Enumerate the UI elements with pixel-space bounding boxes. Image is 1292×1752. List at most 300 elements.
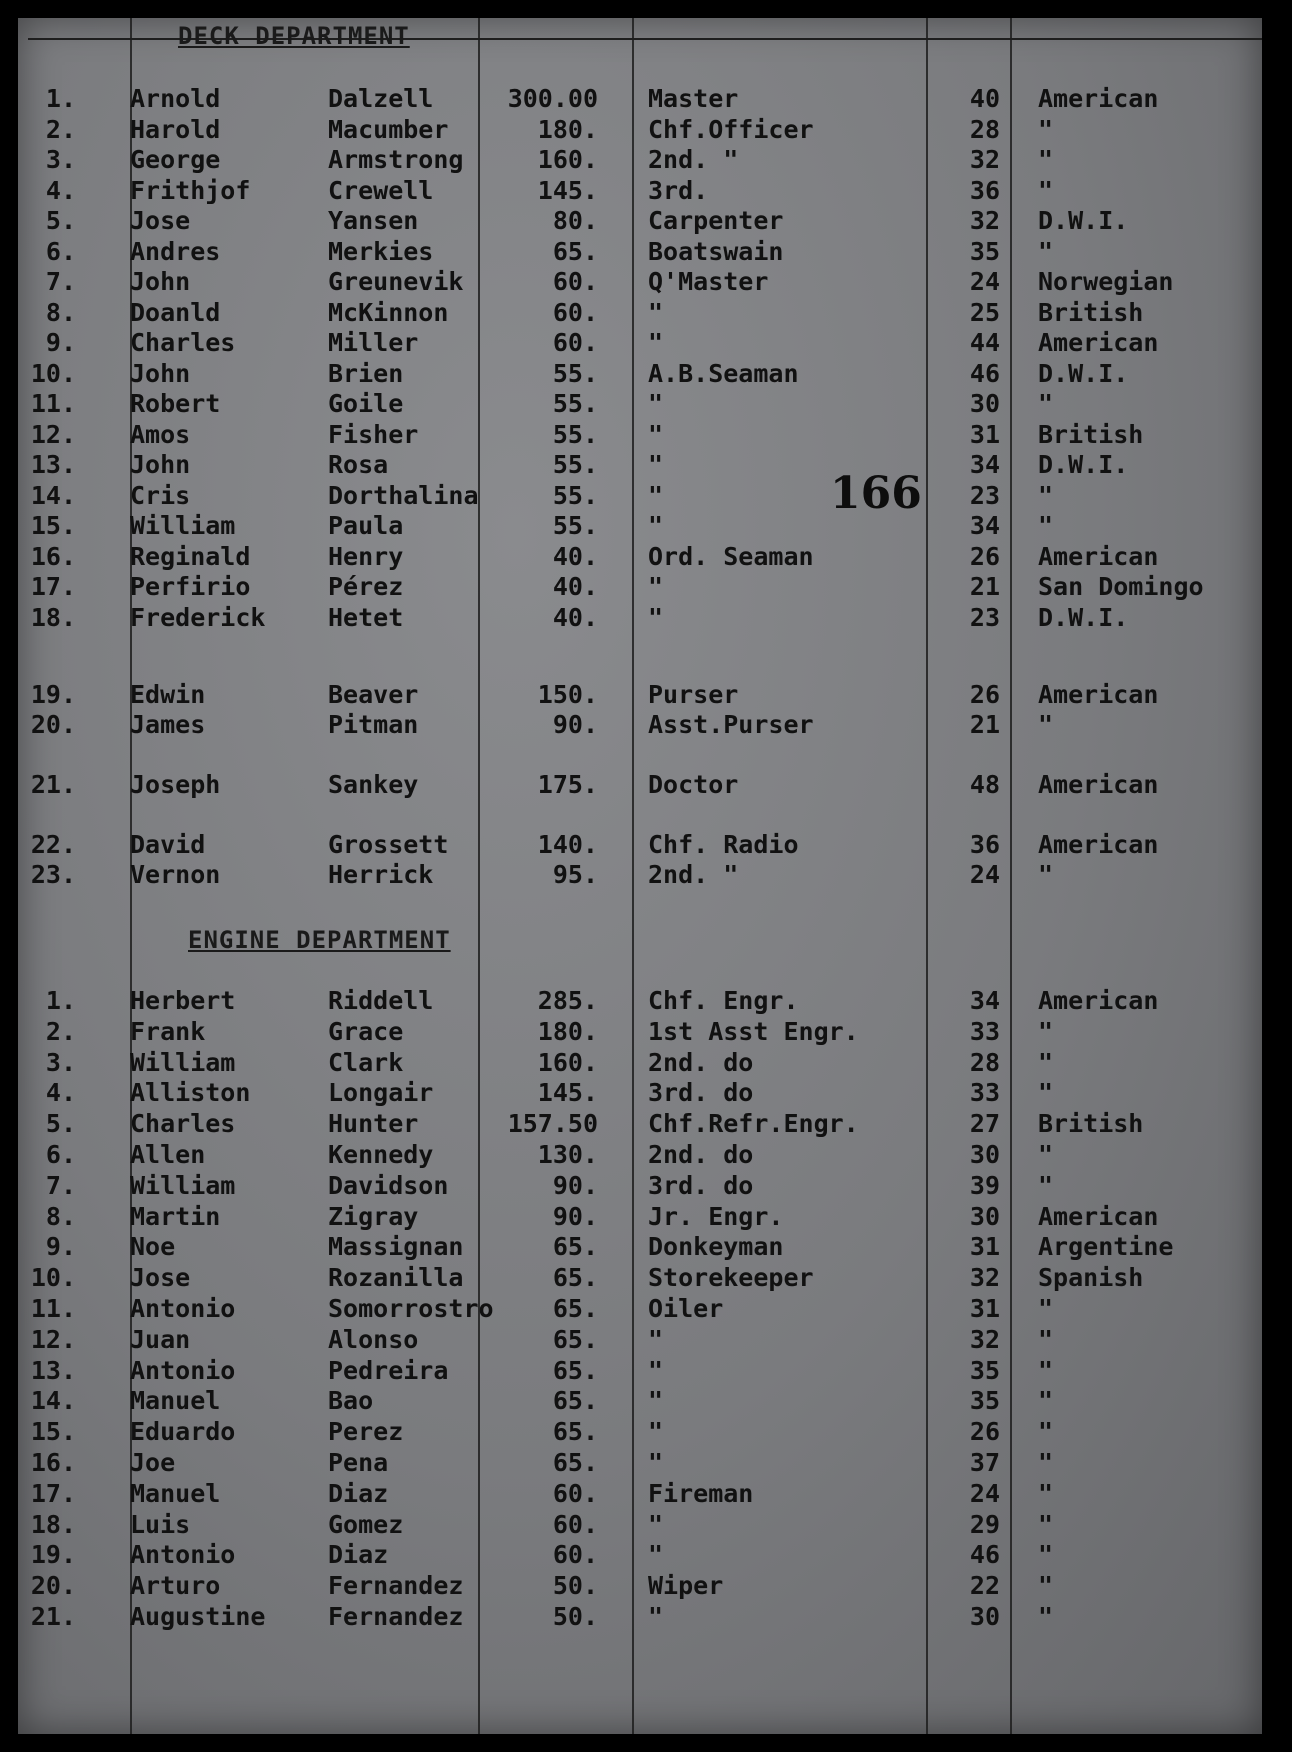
nationality: " <box>1038 1170 1054 1200</box>
rank: " <box>648 450 664 479</box>
last-name: Perez <box>328 1417 404 1447</box>
age: 40 <box>969 84 1000 113</box>
nationality: " <box>1038 1294 1054 1323</box>
age: 23 <box>969 602 1000 632</box>
row-number: 14. <box>30 480 76 510</box>
first-name: William <box>130 511 236 540</box>
first-name: Arnold <box>130 84 221 113</box>
rank: Carpenter <box>648 206 784 235</box>
last-name: Gomez <box>328 1509 404 1539</box>
nationality: British <box>1038 297 1144 327</box>
row-number: 17. <box>30 572 76 601</box>
age: 39 <box>969 1170 1000 1200</box>
age: 27 <box>969 1109 1000 1139</box>
age: 46 <box>969 358 1000 388</box>
nationality: " <box>1038 1140 1054 1169</box>
crew-row <box>18 1510 1262 1540</box>
row-number: 4. <box>45 1078 76 1108</box>
last-name: Somorrostro <box>328 1294 494 1323</box>
monthly-pay: 65. <box>552 1232 598 1262</box>
nationality: " <box>1038 1386 1054 1416</box>
first-name: Reginald <box>130 541 251 571</box>
crew-row <box>18 481 1262 511</box>
age: 34 <box>969 511 1000 540</box>
first-name: Charles <box>130 1109 236 1139</box>
monthly-pay: 90. <box>552 1201 598 1231</box>
first-name: Frithjof <box>130 175 251 205</box>
rank: " <box>648 1448 664 1477</box>
monthly-pay: 140. <box>537 830 598 859</box>
last-name: Crewell <box>328 175 434 205</box>
last-name: Macumber <box>328 114 449 144</box>
monthly-pay: 40. <box>552 541 598 571</box>
nationality: " <box>1038 389 1054 418</box>
age: 28 <box>969 1047 1000 1077</box>
age: 37 <box>969 1448 1000 1477</box>
row-number: 5. <box>45 206 76 235</box>
nationality: American <box>1038 986 1159 1015</box>
row-number: 6. <box>45 236 76 266</box>
monthly-pay: 60. <box>552 297 598 327</box>
rank: " <box>648 1602 664 1631</box>
crew-row <box>18 1356 1262 1386</box>
first-name: Manuel <box>130 1386 221 1416</box>
crew-row <box>18 389 1262 419</box>
monthly-pay: 160. <box>537 1047 598 1077</box>
nationality: American <box>1038 770 1159 799</box>
nationality: San Domingo <box>1038 572 1204 601</box>
age: 24 <box>969 267 1000 296</box>
rank: " <box>648 1509 664 1539</box>
last-name: Greunevik <box>328 267 464 296</box>
age: 25 <box>969 297 1000 327</box>
rank: Ord. Seaman <box>648 541 814 571</box>
first-name: Doanld <box>130 297 221 327</box>
nationality: " <box>1038 175 1054 205</box>
crew-row <box>18 860 1262 890</box>
crew-row <box>18 680 1262 710</box>
last-name: Herrick <box>328 860 434 889</box>
row-number: 9. <box>45 1232 76 1262</box>
monthly-pay: 60. <box>552 1478 598 1508</box>
last-name: Kennedy <box>328 1140 434 1169</box>
nationality: " <box>1038 114 1054 144</box>
crew-row <box>18 145 1262 175</box>
row-number: 21. <box>30 1602 76 1631</box>
first-name: William <box>130 1170 236 1200</box>
monthly-pay: 80. <box>552 206 598 235</box>
last-name: Beaver <box>328 680 419 709</box>
row-number: 23. <box>30 860 76 889</box>
nationality: Argentine <box>1038 1232 1174 1262</box>
nationality: American <box>1038 1201 1159 1231</box>
nationality: " <box>1038 710 1054 739</box>
age: 33 <box>969 1016 1000 1046</box>
rank: Jr. Engr. <box>648 1201 784 1231</box>
monthly-pay: 65. <box>552 1448 598 1477</box>
monthly-pay: 130. <box>537 1140 598 1169</box>
last-name: Pitman <box>328 710 419 739</box>
rank: Fireman <box>648 1478 754 1508</box>
rank: " <box>648 389 664 418</box>
last-name: Paula <box>328 511 404 540</box>
nationality: " <box>1038 511 1054 540</box>
nationality: " <box>1038 1509 1054 1539</box>
rank: " <box>648 297 664 327</box>
age: 26 <box>969 1417 1000 1447</box>
nationality: American <box>1038 541 1159 571</box>
monthly-pay: 180. <box>537 114 598 144</box>
engine-department-title: ENGINE DEPARTMENT <box>188 926 451 954</box>
monthly-pay: 285. <box>537 986 598 1015</box>
row-number: 11. <box>30 389 76 418</box>
nationality: " <box>1038 1478 1054 1508</box>
row-number: 22. <box>30 830 76 859</box>
last-name: Armstrong <box>328 145 464 174</box>
first-name: John <box>130 358 191 388</box>
rank: Storekeeper <box>648 1263 814 1293</box>
monthly-pay: 145. <box>537 175 598 205</box>
rank: 1st Asst Engr. <box>648 1016 859 1046</box>
row-number: 7. <box>45 267 76 296</box>
rank: 2nd. " <box>648 145 739 174</box>
first-name: Augustine <box>130 1602 266 1631</box>
crew-row <box>18 511 1262 541</box>
nationality: " <box>1038 1047 1054 1077</box>
row-number: 1. <box>45 84 76 113</box>
first-name: William <box>130 1047 236 1077</box>
first-name: Cris <box>130 480 191 510</box>
age: 28 <box>969 114 1000 144</box>
age: 32 <box>969 1324 1000 1354</box>
age: 35 <box>969 1386 1000 1416</box>
last-name: Brien <box>328 358 404 388</box>
first-name: David <box>130 830 206 859</box>
row-number: 7. <box>45 1170 76 1200</box>
age: 31 <box>969 1294 1000 1323</box>
rank: 2nd. " <box>648 860 739 889</box>
last-name: Henry <box>328 541 404 571</box>
nationality: " <box>1038 1016 1054 1046</box>
last-name: Pena <box>328 1448 389 1477</box>
row-number: 19. <box>30 1540 76 1570</box>
nationality: " <box>1038 1417 1054 1447</box>
crew-row <box>18 237 1262 267</box>
first-name: Joseph <box>130 770 221 799</box>
crew-row <box>18 572 1262 602</box>
crew-row <box>18 986 1262 1016</box>
crew-row <box>18 1448 1262 1478</box>
first-name: James <box>130 710 206 739</box>
rank: Chf.Officer <box>648 114 814 144</box>
first-name: Eduardo <box>130 1417 236 1447</box>
monthly-pay: 160. <box>537 145 598 174</box>
rank: 3rd. do <box>648 1078 754 1108</box>
age: 36 <box>969 175 1000 205</box>
first-name: Antonio <box>130 1294 236 1323</box>
rank: Donkeyman <box>648 1232 784 1262</box>
crew-row <box>18 830 1262 860</box>
rank: " <box>648 511 664 540</box>
crew-row <box>18 1048 1262 1078</box>
last-name: Hetet <box>328 602 404 632</box>
rank: 3rd. <box>648 175 709 205</box>
crew-row <box>18 1386 1262 1416</box>
nationality: American <box>1038 680 1159 709</box>
monthly-pay: 175. <box>537 770 598 799</box>
rank: " <box>648 1540 664 1570</box>
last-name: Goile <box>328 389 404 418</box>
crew-row <box>18 328 1262 358</box>
monthly-pay: 95. <box>552 860 598 889</box>
monthly-pay: 65. <box>552 1294 598 1323</box>
nationality: D.W.I. <box>1038 450 1129 479</box>
crew-row <box>18 1017 1262 1047</box>
rank: 2nd. do <box>648 1140 754 1169</box>
first-name: Charles <box>130 328 236 357</box>
age: 46 <box>969 1540 1000 1570</box>
row-number: 3. <box>45 1047 76 1077</box>
row-number: 4. <box>45 175 76 205</box>
nationality: D.W.I. <box>1038 358 1129 388</box>
first-name: Jose <box>130 1263 191 1293</box>
row-number: 11. <box>30 1294 76 1323</box>
row-number: 10. <box>30 358 76 388</box>
last-name: Massignan <box>328 1232 464 1262</box>
last-name: Bao <box>328 1386 374 1416</box>
nationality: " <box>1038 480 1054 510</box>
monthly-pay: 50. <box>552 1602 598 1631</box>
age: 35 <box>969 1355 1000 1385</box>
monthly-pay: 65. <box>552 1417 598 1447</box>
rank: " <box>648 328 664 357</box>
row-number: 5. <box>45 1109 76 1139</box>
monthly-pay: 55. <box>552 389 598 418</box>
row-number: 21. <box>30 770 76 799</box>
rank: " <box>648 1324 664 1354</box>
nationality: " <box>1038 1540 1054 1570</box>
row-number: 20. <box>30 710 76 739</box>
crew-row <box>18 1294 1262 1324</box>
rank: Chf.Refr.Engr. <box>648 1109 859 1139</box>
monthly-pay: 65. <box>552 1324 598 1354</box>
rank: A.B.Seaman <box>648 358 799 388</box>
last-name: Pérez <box>328 572 404 601</box>
first-name: George <box>130 145 221 174</box>
age: 30 <box>969 1140 1000 1169</box>
age: 32 <box>969 145 1000 174</box>
stamped-page-number: 166 <box>830 468 922 519</box>
row-number: 2. <box>45 1016 76 1046</box>
crew-row <box>18 206 1262 236</box>
monthly-pay: 65. <box>552 1386 598 1416</box>
row-number: 13. <box>30 450 76 479</box>
last-name: Diaz <box>328 1478 389 1508</box>
age: 24 <box>969 1478 1000 1508</box>
rank: Chf. Radio <box>648 830 799 859</box>
last-name: Fernandez <box>328 1571 464 1601</box>
crew-row <box>18 770 1262 800</box>
rank: " <box>648 480 664 510</box>
first-name: Martin <box>130 1201 221 1231</box>
monthly-pay: 60. <box>552 1509 598 1539</box>
first-name: Edwin <box>130 680 206 709</box>
nationality: " <box>1038 1571 1054 1601</box>
rank: Wiper <box>648 1571 724 1601</box>
age: 24 <box>969 860 1000 889</box>
nationality: British <box>1038 419 1144 449</box>
rank: 2nd. do <box>648 1047 754 1077</box>
age: 21 <box>969 710 1000 739</box>
crew-row <box>18 115 1262 145</box>
age: 26 <box>969 680 1000 709</box>
first-name: Luis <box>130 1509 191 1539</box>
last-name: Rozanilla <box>328 1263 464 1293</box>
monthly-pay: 90. <box>552 1170 598 1200</box>
age: 31 <box>969 419 1000 449</box>
last-name: Pedreira <box>328 1355 449 1385</box>
crew-row <box>18 1540 1262 1570</box>
age: 30 <box>969 1602 1000 1631</box>
monthly-pay: 60. <box>552 328 598 357</box>
rank: " <box>648 1355 664 1385</box>
crew-row <box>18 1109 1262 1139</box>
age: 22 <box>969 1571 1000 1601</box>
monthly-pay: 90. <box>552 710 598 739</box>
nationality: Spanish <box>1038 1263 1144 1293</box>
crew-row <box>18 542 1262 572</box>
age: 34 <box>969 986 1000 1015</box>
nationality: " <box>1038 1355 1054 1385</box>
last-name: Grace <box>328 1016 404 1046</box>
row-number: 17. <box>30 1478 76 1508</box>
rank: " <box>648 419 664 449</box>
row-number: 13. <box>30 1355 76 1385</box>
first-name: Perfirio <box>130 572 251 601</box>
crew-row <box>18 1171 1262 1201</box>
monthly-pay: 55. <box>552 358 598 388</box>
age: 44 <box>969 328 1000 357</box>
last-name: Diaz <box>328 1540 389 1570</box>
age: 29 <box>969 1509 1000 1539</box>
age: 48 <box>969 770 1000 799</box>
first-name: Manuel <box>130 1478 221 1508</box>
age: 34 <box>969 450 1000 479</box>
age: 26 <box>969 541 1000 571</box>
first-name: Harold <box>130 114 221 144</box>
row-number: 18. <box>30 602 76 632</box>
nationality: " <box>1038 1078 1054 1108</box>
age: 32 <box>969 1263 1000 1293</box>
first-name: Antonio <box>130 1355 236 1385</box>
monthly-pay: 150. <box>537 680 598 709</box>
row-number: 12. <box>30 419 76 449</box>
row-number: 16. <box>30 1448 76 1477</box>
monthly-pay: 55. <box>552 511 598 540</box>
row-number: 6. <box>45 1140 76 1169</box>
crew-row <box>18 1479 1262 1509</box>
monthly-pay: 157.50 <box>507 1109 598 1139</box>
nationality: " <box>1038 860 1054 889</box>
last-name: Dalzell <box>328 84 434 113</box>
first-name: Amos <box>130 419 191 449</box>
first-name: Jose <box>130 206 191 235</box>
monthly-pay: 55. <box>552 419 598 449</box>
age: 30 <box>969 389 1000 418</box>
rank: " <box>648 572 664 601</box>
crew-row <box>18 710 1262 740</box>
row-number: 20. <box>30 1571 76 1601</box>
rank: " <box>648 602 664 632</box>
first-name: Robert <box>130 389 221 418</box>
crew-row <box>18 1602 1262 1632</box>
nationality: British <box>1038 1109 1144 1139</box>
age: 21 <box>969 572 1000 601</box>
rank: 3rd. do <box>648 1170 754 1200</box>
first-name: Antonio <box>130 1540 236 1570</box>
last-name: Grossett <box>328 830 449 859</box>
crew-row <box>18 1232 1262 1262</box>
monthly-pay: 65. <box>552 1263 598 1293</box>
row-number: 14. <box>30 1386 76 1416</box>
first-name: John <box>130 450 191 479</box>
first-name: Alliston <box>130 1078 251 1108</box>
row-number: 16. <box>30 541 76 571</box>
rank: " <box>648 1417 664 1447</box>
monthly-pay: 60. <box>552 1540 598 1570</box>
row-number: 18. <box>30 1509 76 1539</box>
age: 33 <box>969 1078 1000 1108</box>
row-number: 9. <box>45 328 76 357</box>
crew-row <box>18 603 1262 633</box>
nationality: " <box>1038 236 1054 266</box>
row-number: 1. <box>45 986 76 1015</box>
nationality: D.W.I. <box>1038 206 1129 235</box>
last-name: Rosa <box>328 450 389 479</box>
rank: Purser <box>648 680 739 709</box>
age: 32 <box>969 206 1000 235</box>
monthly-pay: 55. <box>552 450 598 479</box>
nationality: " <box>1038 145 1054 174</box>
first-name: Allen <box>130 1140 206 1169</box>
crew-row <box>18 1202 1262 1232</box>
row-number: 8. <box>45 297 76 327</box>
monthly-pay: 55. <box>552 480 598 510</box>
monthly-pay: 60. <box>552 267 598 296</box>
first-name: Noe <box>130 1232 176 1262</box>
nationality: " <box>1038 1602 1054 1631</box>
deck-department-title: DECK DEPARTMENT <box>178 22 410 50</box>
monthly-pay: 40. <box>552 602 598 632</box>
last-name: Zigray <box>328 1201 419 1231</box>
nationality: American <box>1038 84 1159 113</box>
age: 31 <box>969 1232 1000 1262</box>
crew-row <box>18 1325 1262 1355</box>
nationality: Norwegian <box>1038 267 1174 296</box>
nationality: D.W.I. <box>1038 602 1129 632</box>
first-name: John <box>130 267 191 296</box>
rank: Doctor <box>648 770 739 799</box>
row-number: 12. <box>30 1324 76 1354</box>
age: 36 <box>969 830 1000 859</box>
last-name: Longair <box>328 1078 434 1108</box>
last-name: McKinnon <box>328 297 449 327</box>
monthly-pay: 65. <box>552 1355 598 1385</box>
crew-row <box>18 450 1262 480</box>
row-number: 3. <box>45 145 76 174</box>
crew-row <box>18 420 1262 450</box>
crew-row <box>18 176 1262 206</box>
